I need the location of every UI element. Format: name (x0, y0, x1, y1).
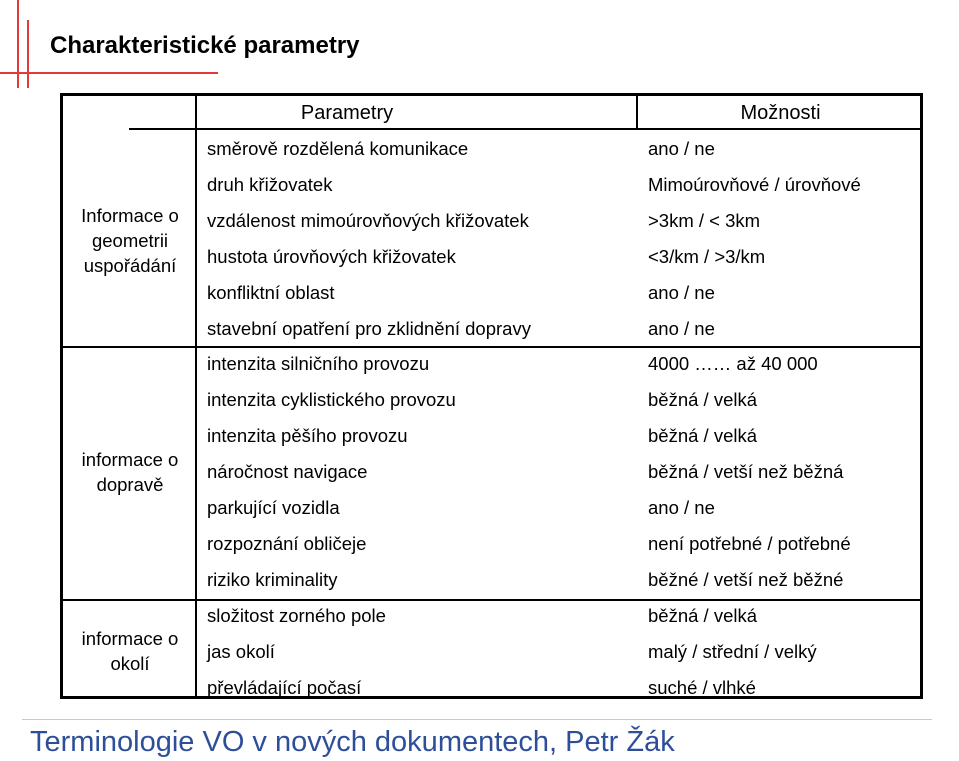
table-divider (63, 599, 920, 601)
table-row-option: ano / ne (648, 282, 715, 303)
table-row-parameter: stavební opatření pro zklidnění dopravy (207, 318, 531, 339)
table-row-option: >3km / < 3km (648, 210, 761, 231)
table-divider (63, 346, 920, 348)
group-label-line: okolí (110, 653, 150, 674)
group-label-line: informace o (81, 628, 179, 649)
footer-text: Terminologie VO v nových dokumentech, Petr Žák (30, 726, 675, 758)
group-label-line: informace o (81, 449, 179, 470)
table-row-parameter: jas okolí (207, 641, 275, 662)
table-row-parameter: druh křižovatek (207, 174, 333, 195)
group-label-line: dopravě (96, 474, 164, 495)
table-row-parameter: intenzita silničního provozu (207, 353, 430, 374)
table-row-parameter: hustota úrovňových křižovatek (207, 246, 456, 267)
group-label-line: geometrii (91, 230, 169, 251)
table-row-option: ano / ne (648, 318, 715, 339)
table-row-parameter: převládající počasí (207, 677, 362, 698)
table-row-option: malý / střední / velký (648, 641, 817, 662)
decorative-horizontal-line (0, 72, 218, 74)
decorative-vertical-line (17, 0, 19, 88)
table-row-option: ano / ne (648, 138, 715, 159)
header-parameters: Parametry (300, 102, 394, 124)
group-label-surroundings (63, 626, 197, 676)
parameters-table (60, 93, 923, 699)
table-divider (195, 96, 197, 696)
table-row-option: není potřebné / potřebné (648, 533, 851, 554)
table-row-option: běžná / velká (648, 425, 758, 446)
table-row-parameter: konfliktní oblast (207, 282, 335, 303)
table-row-parameter: náročnost navigace (207, 461, 368, 482)
group-label-line: uspořádání (83, 255, 177, 276)
table-row-option: 4000 …… až 40 000 (648, 353, 818, 374)
table-row-option: Mimoúrovňové / úrovňové (648, 174, 861, 195)
table-row-parameter: intenzita cyklistického provozu (207, 389, 456, 410)
group-label-traffic (63, 447, 197, 497)
table-row-parameter: intenzita pěšího provozu (207, 425, 408, 446)
group-label-line: Informace o (81, 205, 179, 226)
table-row-parameter: směrově rozdělená komunikace (207, 138, 469, 159)
table-row-option: běžná / vetší než běžná (648, 461, 844, 482)
table-row-option: běžná / velká (648, 389, 758, 410)
group-label-geometry (63, 203, 197, 278)
table-row-option: ano / ne (648, 497, 715, 518)
header-options: Možnosti (740, 102, 821, 124)
table-row-parameter: vzdálenost mimoúrovňových křižovatek (207, 210, 529, 231)
table-row-parameter: parkující vozidla (207, 497, 340, 518)
table-row-parameter: rozpoznání obličeje (207, 533, 367, 554)
table-row-option: běžná / velká (648, 605, 758, 626)
footer-divider (22, 719, 932, 720)
table-row-parameter: složitost zorného pole (207, 605, 386, 626)
decorative-vertical-line (27, 20, 29, 88)
table-row-parameter: riziko kriminality (207, 569, 338, 590)
table-row-option: suché / vlhké (648, 677, 756, 698)
page-title: Charakteristické parametry (50, 32, 360, 59)
table-row-option: <3/km / >3/km (648, 246, 766, 267)
table-row-option: běžné / vetší než běžné (648, 569, 844, 590)
